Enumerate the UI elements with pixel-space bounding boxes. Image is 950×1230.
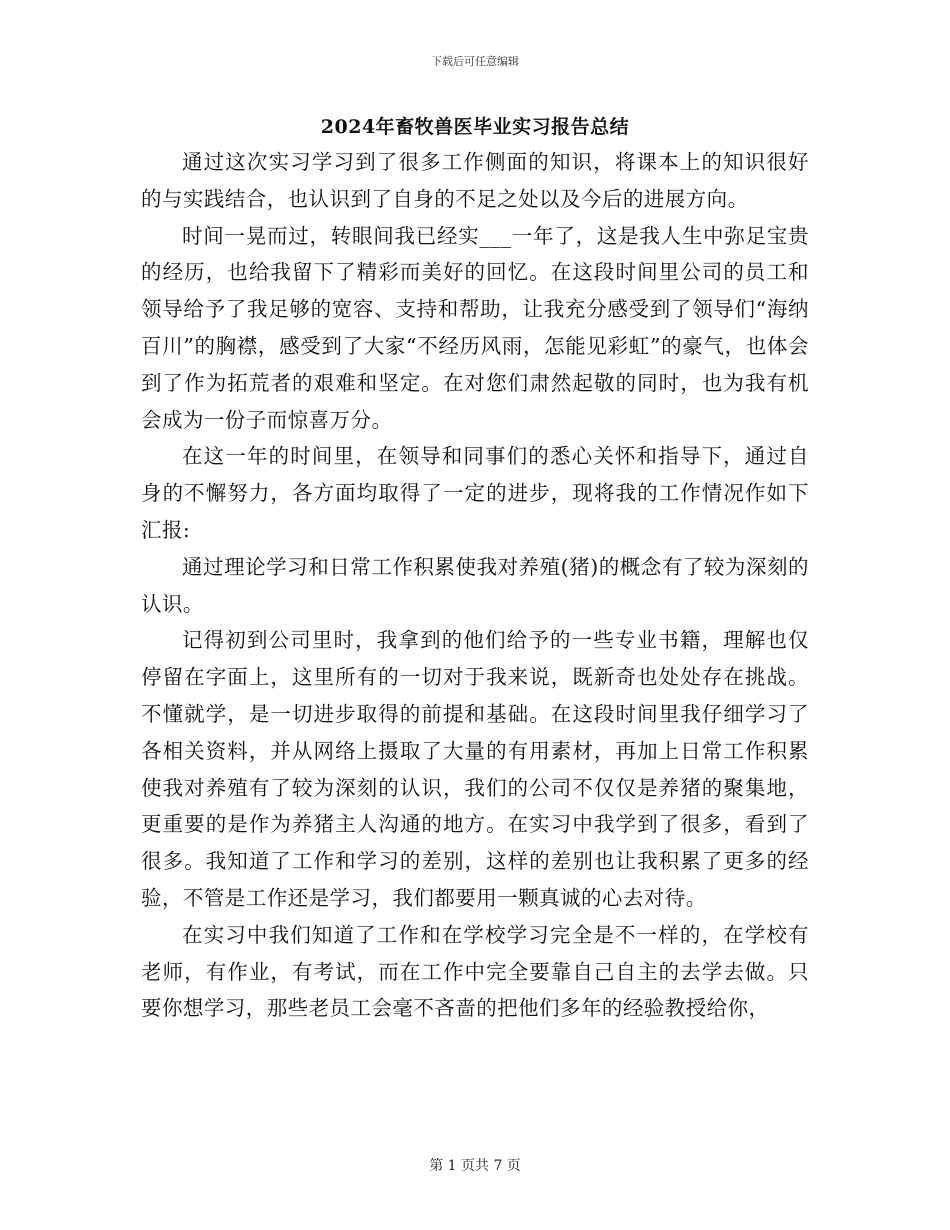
paragraph: 在实习中我们知道了工作和在学校学习完全是不一样的，在学校有老师，有作业，有考试，而在工作中完全要靠自己自主的去学去做。只要你想学习，那些老员工会毫不吝啬的把他们多年的经验教授给你， — [141, 922, 809, 1021]
document-body — [141, 144, 809, 1027]
header-note: 下载后可任意编辑 — [431, 55, 519, 68]
page-number: 第 1 页共 7 页 — [429, 1158, 521, 1174]
paragraph: 通过这次实习学习到了很多工作侧面的知识，将课本上的知识很好的与实践结合，也认识到了自身的不足之处以及今后的进展方向。 — [141, 150, 809, 211]
paragraph: 在这一年的时间里，在领导和同事们的悉心关怀和指导下，通过自身的不懈努力，各方面均取得了一定的进步，现将我的工作情况作如下汇报: — [141, 444, 809, 542]
paragraph: 记得初到公司里时，我拿到的他们给予的一些专业书籍，理解也仅停留在字面上，这里所有的一切对于我来说，既新奇也处处存在挑战。不懂就学，是一切进步取得的前提和基础。在这段时间里我仔细学习了各相关资料，并从网络上摄取了大量的有用素材，再加上日常工作积累使我对养殖有了较为深刻的认识，我们的公司不仅仅是养猪的聚集地，更重要的是作为养猪主人沟通的地方。在实习中我学到了很多，看到了很多。我知道了工作和学习的差别，这样的差别也让我积累了更多的经验，不管是工作还是学习，我们都要用一颗真诚的心去对待。 — [141, 628, 809, 910]
paragraph: 时间一晃而过，转眼间我已经实___一年了，这是我人生中弥足宝贵的经历，也给我留下了精彩而美好的回忆。在这段时间里公司的员工和领导给予了我足够的宽容、支持和帮助，让我充分感受到了领导们“海纳百川”的胸襟，感受到了大家“不经历风雨，怎能见彩虹”的豪气，也体会到了作为拓荒者的艰难和坚定。在对您们肃然起敬的同时，也为我有机会成为一份子而惊喜万分。 — [141, 223, 809, 432]
document-title: 2024年畜牧兽医毕业实习报告总结 — [320, 116, 630, 138]
paragraph: 通过理论学习和日常工作积累使我对养殖(猪)的概念有了较为深刻的认识。 — [141, 554, 809, 616]
